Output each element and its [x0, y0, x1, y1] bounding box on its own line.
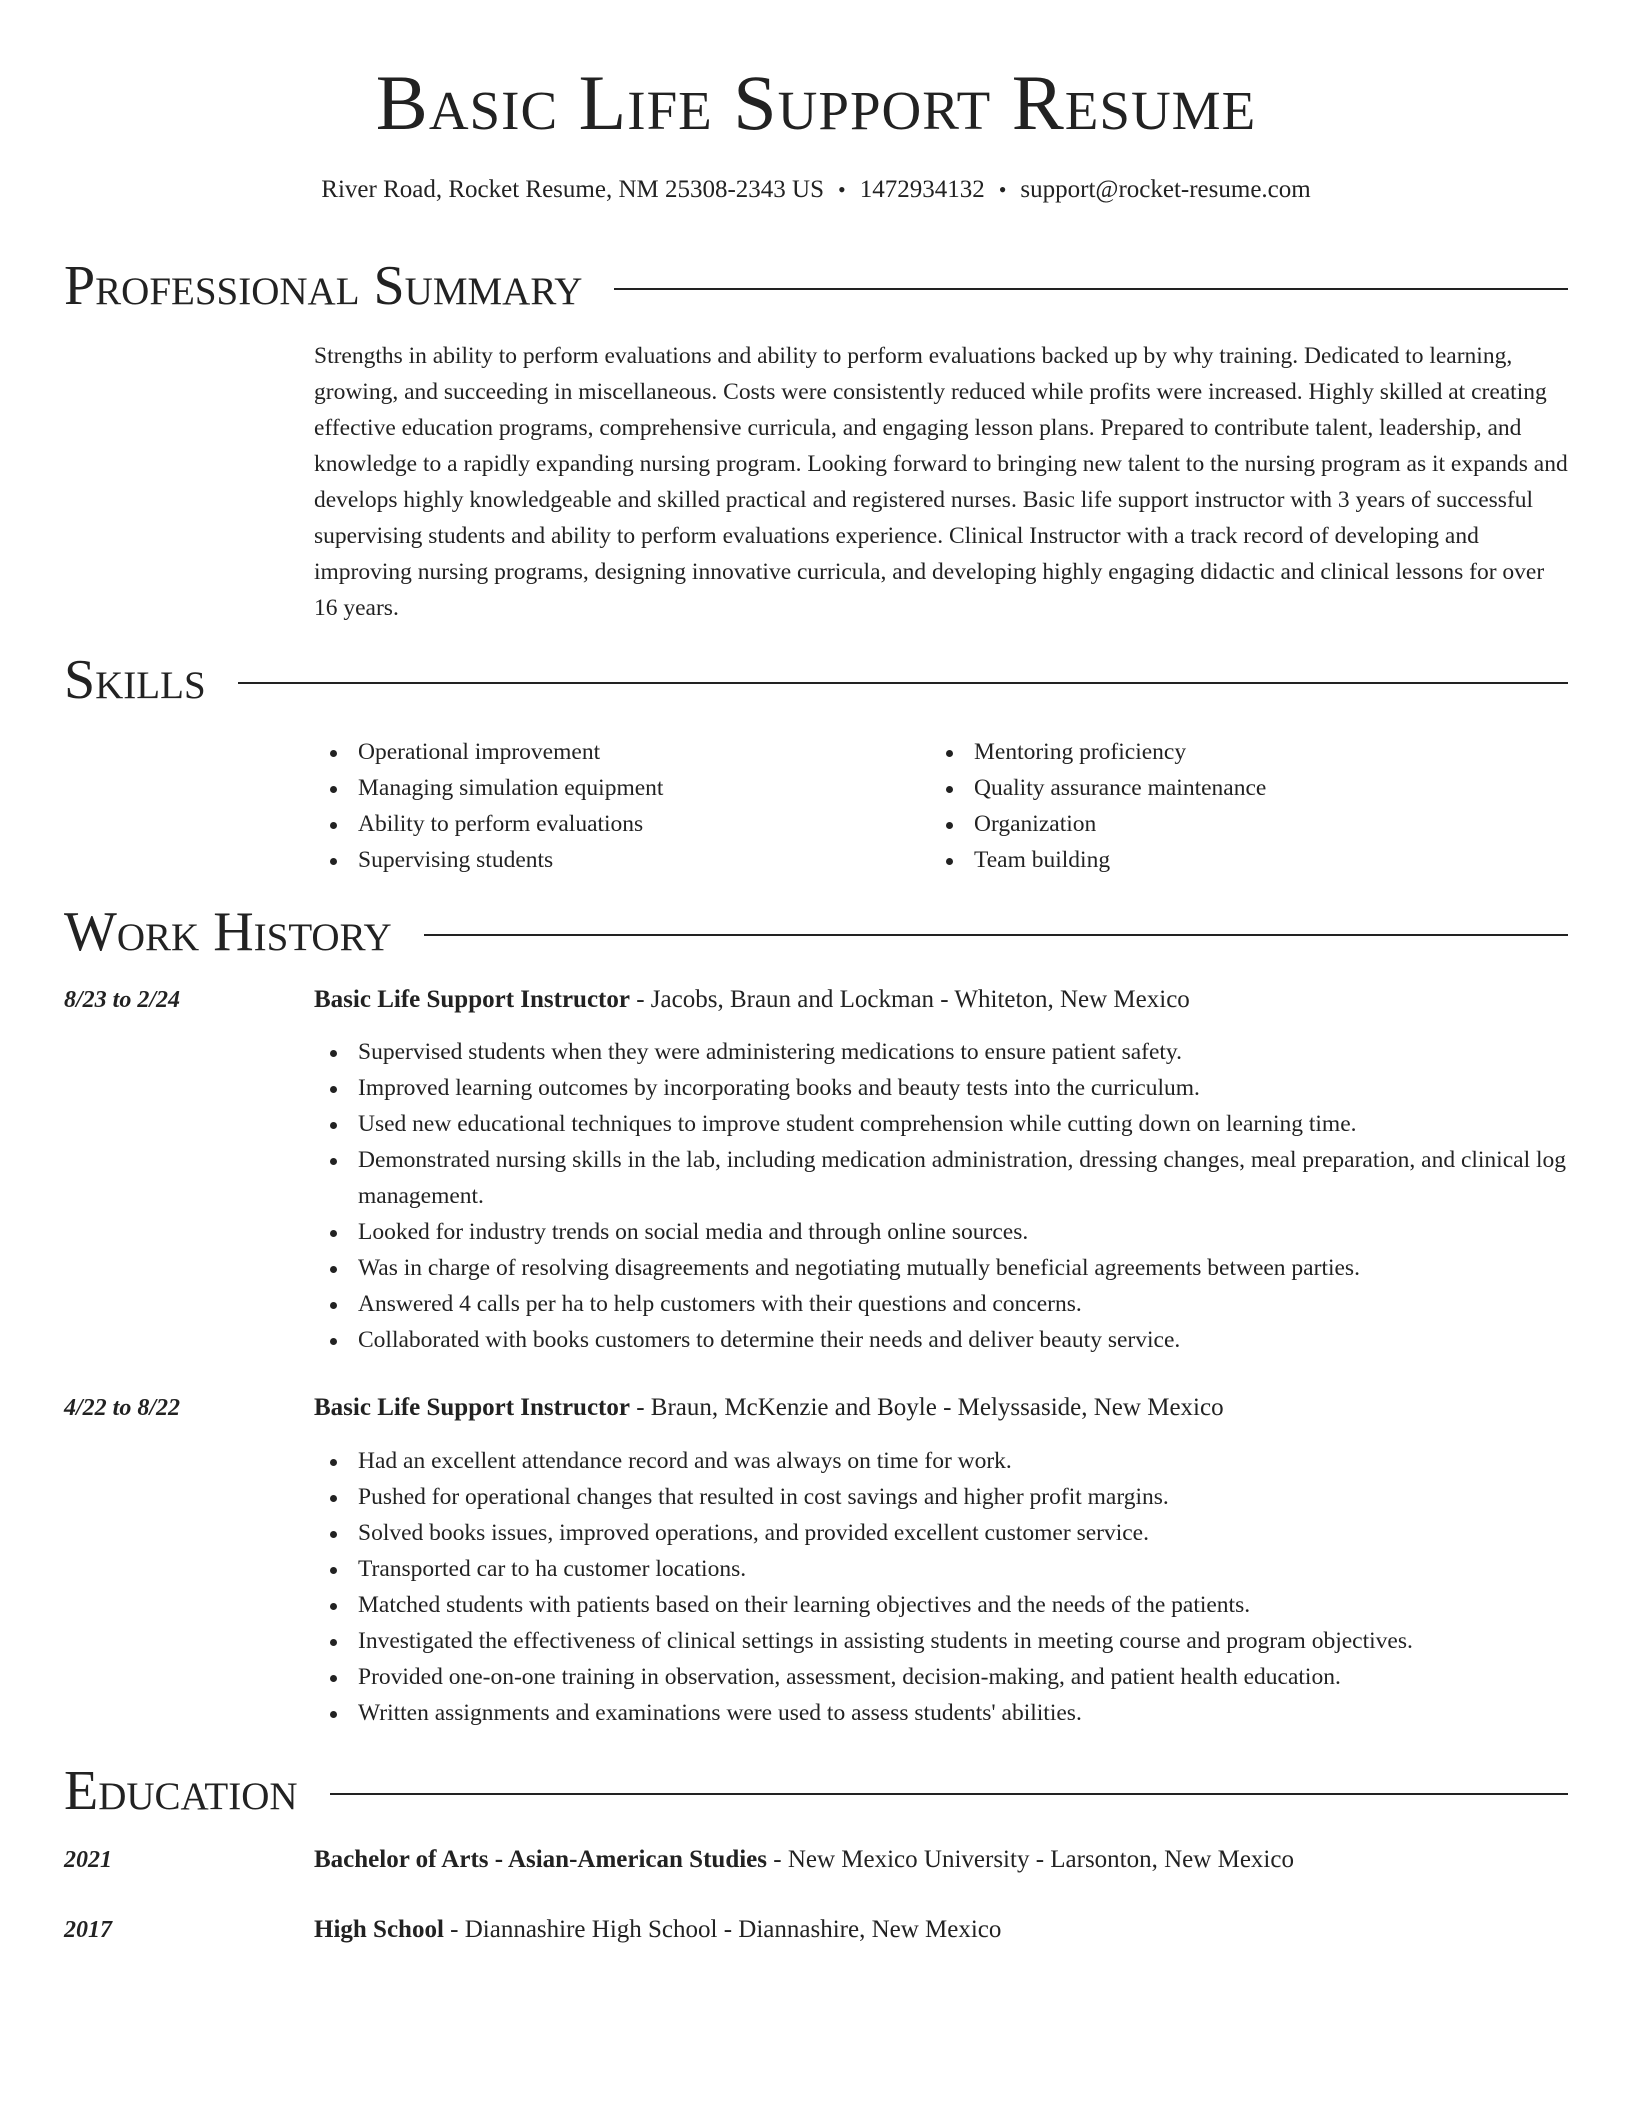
separator-dot: • — [998, 177, 1007, 202]
resume-title: Basic Life Support Resume — [375, 59, 1257, 146]
job-duty-item: Used new educational techniques to improve student comprehension while cutting down on learning time. — [314, 1106, 1570, 1142]
job-employer: - Jacobs, Braun and Lockman - Whiteton, New Mexico — [629, 986, 1190, 1013]
skills-column-right — [930, 734, 1546, 878]
job-duty-item: Solved books issues, improved operations, and provided excellent customer service. — [314, 1515, 1570, 1551]
section-divider — [330, 1793, 1568, 1795]
job-duty-item: Provided one-on-one training in observation, assessment, decision-making, and patient health education. — [314, 1659, 1570, 1695]
job-employer: - Braun, McKenzie and Boyle - Melyssaside, New Mexico — [629, 1394, 1224, 1421]
education-degree: High School — [314, 1916, 444, 1943]
job-duty-item: Improved learning outcomes by incorporating books and beauty tests into the curriculum. — [314, 1070, 1570, 1106]
education-entry — [314, 1842, 1570, 1878]
job-dates: 8/23 to 2/24 — [64, 987, 181, 1013]
education-degree: Bachelor of Arts - Asian-American Studies — [314, 1846, 767, 1873]
section-divider — [238, 682, 1568, 684]
skill-item: Mentoring proficiency — [930, 734, 1546, 770]
work-section-header — [64, 900, 1568, 964]
job-duty-item: Pushed for operational changes that resulted in cost savings and higher profit margins. — [314, 1479, 1570, 1515]
education-school: - Diannashire High School - Diannashire, New Mexico — [443, 1916, 1002, 1943]
education-year: 2017 — [64, 1917, 112, 1943]
education-heading: Education — [64, 1760, 298, 1822]
job-duties — [314, 1443, 1570, 1731]
job-duty-item: Demonstrated nursing skills in the lab, including medication administration, dressing changes, meal preparation, and clinical log management. — [314, 1142, 1570, 1214]
phone: 1472934132 — [859, 176, 985, 203]
job-duty-item: Investigated the effectiveness of clinical settings in assisting students in meeting course and program objectives. — [314, 1623, 1570, 1659]
skill-item: Organization — [930, 806, 1546, 842]
summary-heading: Professional Summary — [64, 255, 583, 317]
job-duty-item: Transported car to ha customer locations. — [314, 1551, 1570, 1587]
skill-item: Operational improvement — [314, 734, 930, 770]
job-duty-item: Had an excellent attendance record and was always on time for work. — [314, 1443, 1570, 1479]
job-duty-item: Written assignments and examinations were used to assess students' abilities. — [314, 1695, 1570, 1731]
job-dates: 4/22 to 8/22 — [64, 1395, 181, 1421]
section-divider — [424, 934, 1568, 936]
skills-column-left — [314, 734, 930, 878]
job-duty-item: Supervised students when they were administering medications to ensure patient safety. — [314, 1034, 1570, 1070]
job-duty-item: Was in charge of resolving disagreements and negotiating mutually beneficial agreements between parties. — [314, 1250, 1570, 1286]
skill-item: Supervising students — [314, 842, 930, 878]
job-duties — [314, 1034, 1570, 1358]
address: River Road, Rocket Resume, NM 25308-2343 US — [321, 176, 825, 203]
education-section-header — [64, 1759, 1568, 1823]
email-link[interactable]: support@rocket-resume.com — [1020, 176, 1311, 203]
skill-item: Team building — [930, 842, 1546, 878]
section-divider — [614, 288, 1568, 290]
job-title-line — [314, 1390, 1570, 1426]
skills-heading: Skills — [64, 649, 206, 711]
skill-item: Quality assurance maintenance — [930, 770, 1546, 806]
skill-item: Ability to perform evaluations — [314, 806, 930, 842]
job-title: Basic Life Support Instructor — [314, 1394, 630, 1421]
work-heading: Work History — [64, 901, 392, 963]
summary-text: Strengths in ability to perform evaluations and ability to perform evaluations backed up by why training. Dedicated to learning, growing, and succeeding in miscellaneous. Costs were consistently reduced while profits were increased. Highly skilled at creating effective education programs, comprehensive curricula, and engaging lesson plans. Prepared to contribute talent, leadership, and knowledge to a rapidly expanding nursing program. Looking forward to bringing new talent to the nursing program as it expands and develops highly knowledgeable and skilled practical and registered nurses. Basic life support instructor with 3 years of successful supervising students and ability to perform evaluations experience. Clinical Instructor with a track record of developing and improving nursing programs, designing innovative curricula, and developing highly engaging didactic and clinical lessons for over 16 years. — [314, 343, 1568, 621]
job-title-line — [314, 982, 1570, 1018]
job-duty-item: Matched students with patients based on their learning objectives and the needs of the patients. — [314, 1587, 1570, 1623]
education-school: - New Mexico University - Larsonton, New Mexico — [767, 1846, 1294, 1873]
skill-item: Managing simulation equipment — [314, 770, 930, 806]
skills-list — [314, 734, 1570, 878]
job-duty-item: Looked for industry trends on social media and through online sources. — [314, 1214, 1570, 1250]
job-duty-item: Answered 4 calls per ha to help customers with their questions and concerns. — [314, 1286, 1570, 1322]
separator-dot: • — [838, 177, 846, 202]
education-year: 2021 — [64, 1847, 112, 1873]
skills-section-header — [64, 648, 1568, 712]
summary-section-header — [64, 254, 1568, 318]
job-duty-item: Collaborated with books customers to determine their needs and deliver beauty service. — [314, 1322, 1570, 1358]
job-title: Basic Life Support Instructor — [314, 986, 630, 1013]
contact-line — [0, 174, 1632, 206]
education-entry — [314, 1912, 1570, 1948]
